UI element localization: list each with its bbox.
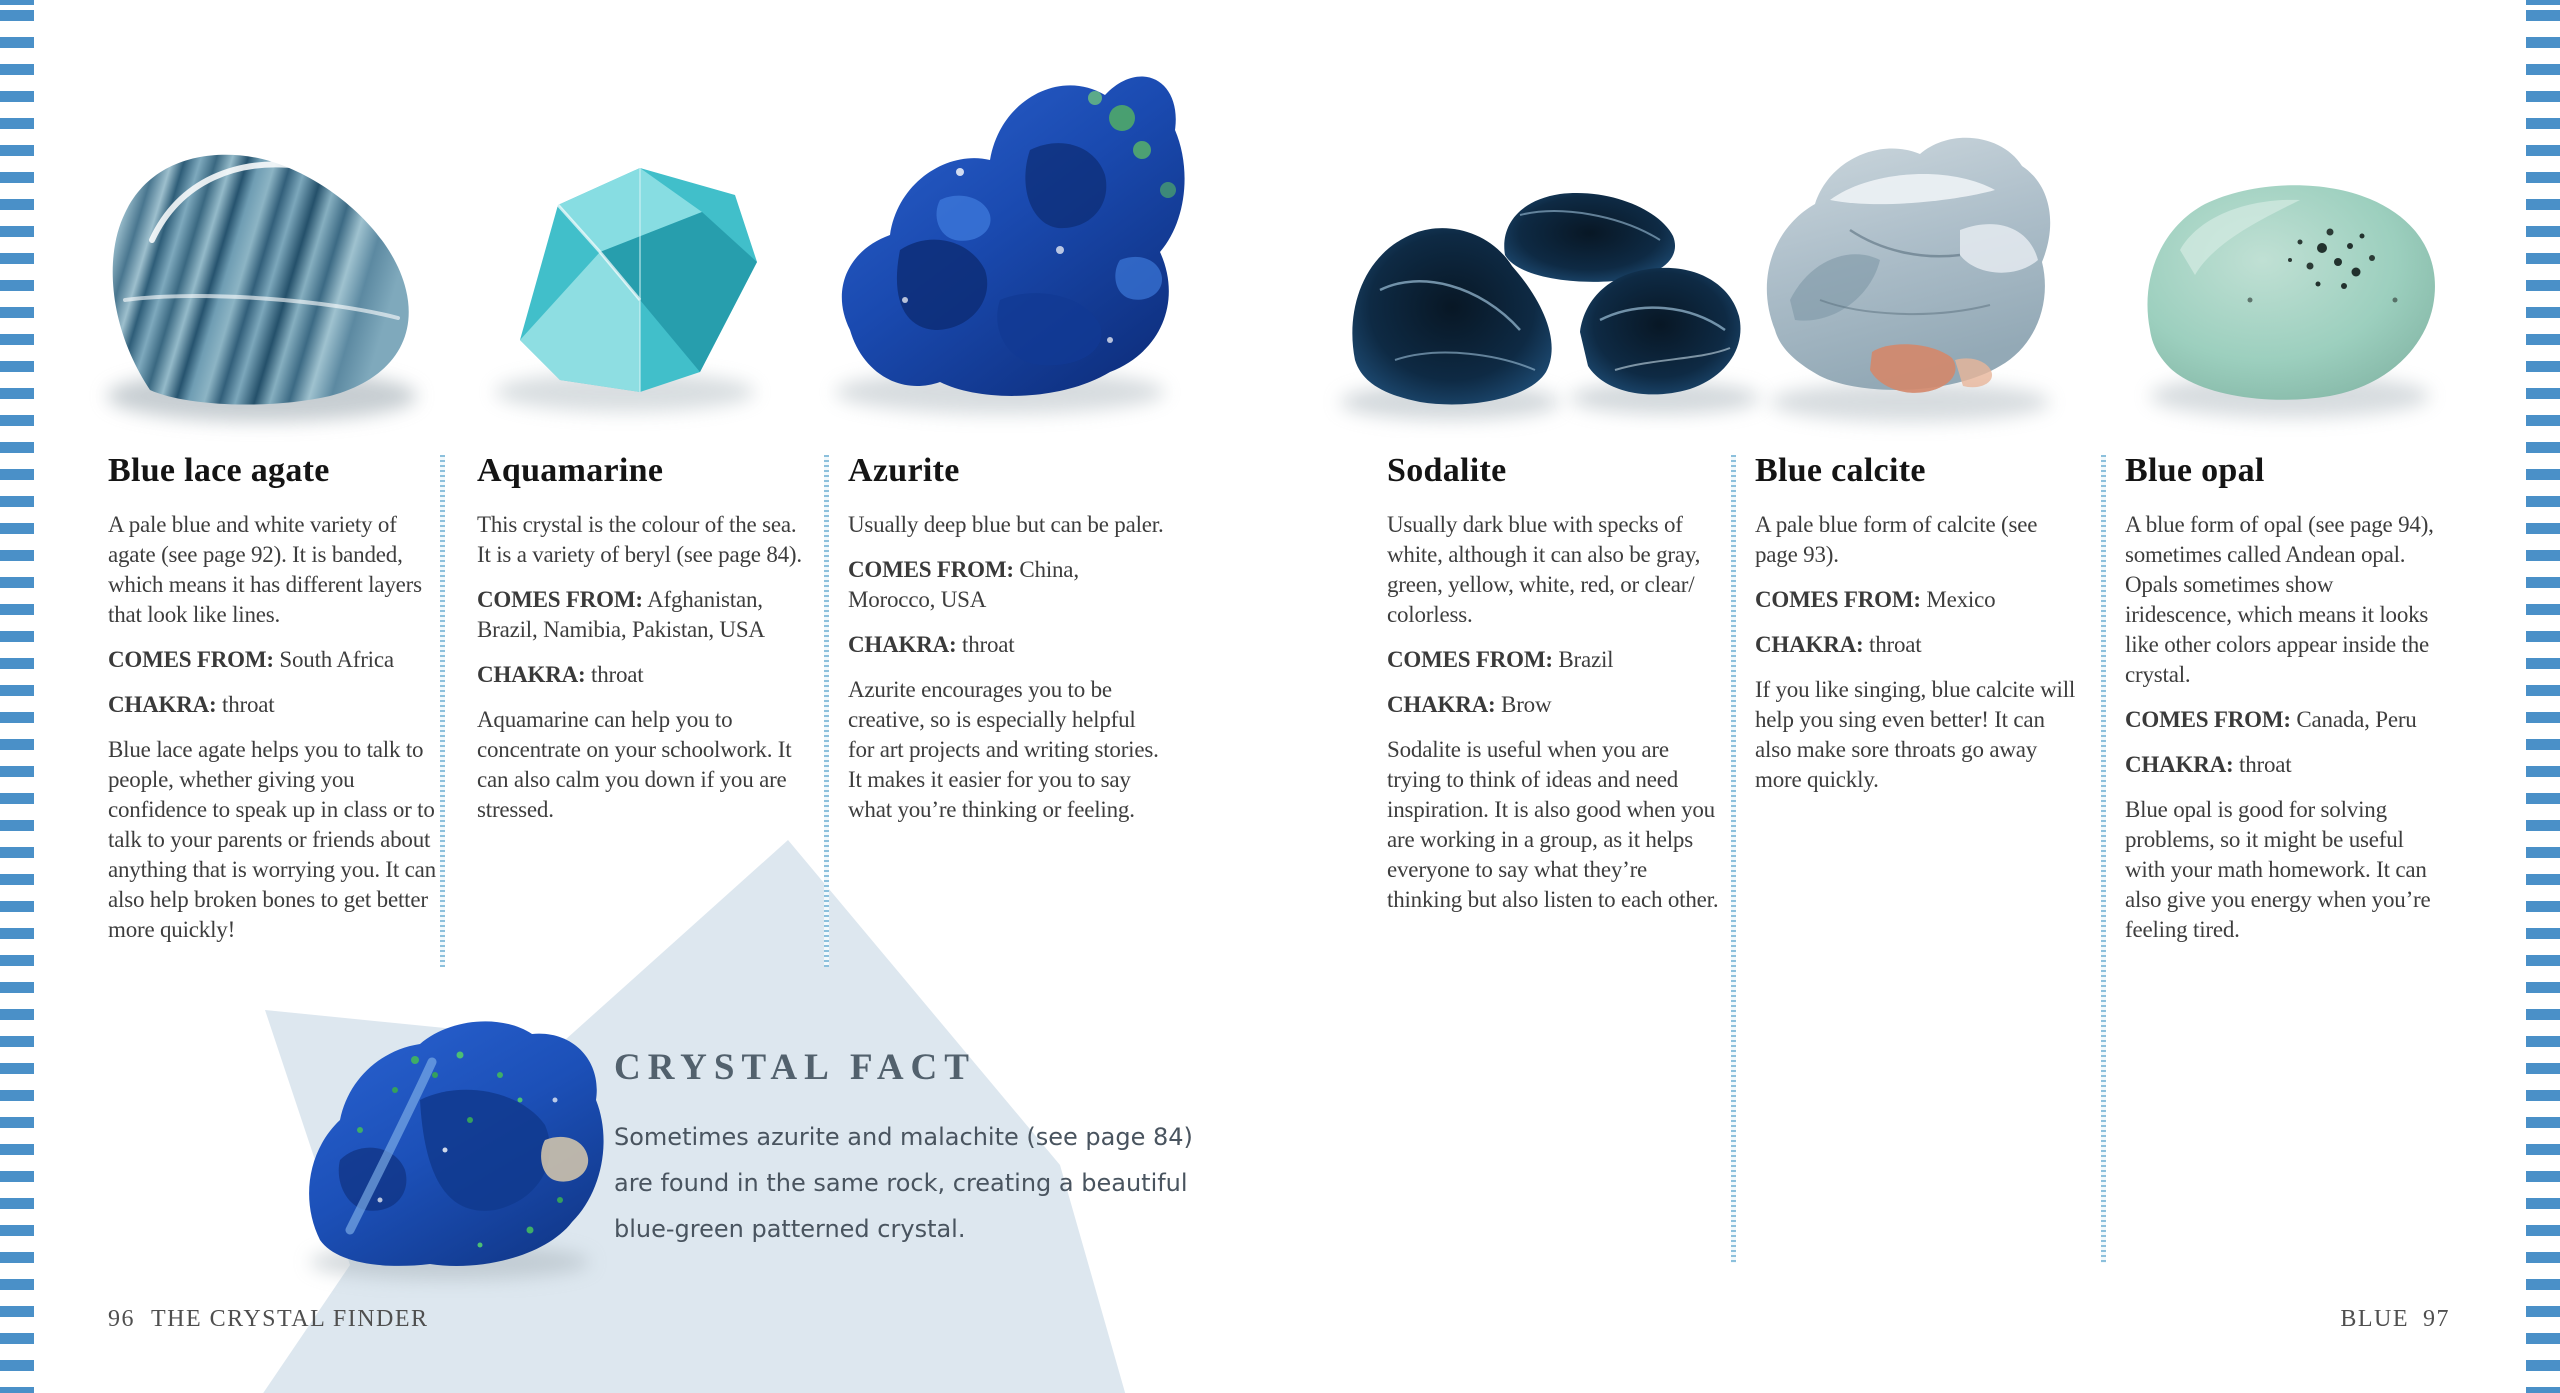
left-page-footer [108,1306,429,1333]
comes-from-line [1755,585,2077,615]
comes-from-line [2125,705,2441,735]
chakra-label: CHAKRA: [2125,752,2234,777]
crystal-entry-blue-opal [2125,452,2441,960]
crystal-entry-blue-calcite [1755,452,2077,810]
crystal-use: Aquamarine can help you to concentrate on your schoolwork. It can also calm you down if you are stressed. [477,707,792,822]
chakra-line [2125,750,2441,780]
crystal-entry-blue-lace-agate [108,452,443,960]
crystal-name: Aquamarine [477,452,664,489]
page-number-left: 96 [108,1306,135,1332]
crystal-description: Usually deep blue but can be paler. [848,512,1164,537]
comes-from-value: Mexico [1926,587,1996,612]
column-separator [2101,455,2106,1263]
crystal-name: Blue lace agate [108,452,330,489]
crystal-entry-sodalite [1387,452,1721,930]
crystal-description: A pale blue and white variety of agate (see page 92). It is banded, which means it has different layers that look like lines. [108,512,422,627]
chakra-line [1387,690,1721,720]
crystal-use: Blue opal is good for solving problems, so it might be useful with your math homework. It can also give you energy when you’re feeling tired. [2125,797,2431,942]
comes-from-label: COMES FROM: [477,587,643,612]
chakra-line [848,630,1166,660]
chakra-label: CHAKRA: [1755,632,1864,657]
chakra-line [477,660,807,690]
chakra-value: throat [962,632,1015,657]
comes-from-value: Brazil [1558,647,1614,672]
crystal-name: Blue opal [2125,452,2265,489]
sodalite-photo [1340,193,1760,420]
column-separator [824,455,829,967]
crystal-entry-azurite [848,452,1166,840]
comes-from-line [477,585,807,645]
crystal-name: Sodalite [1387,452,1507,489]
comes-from-line [1387,645,1721,675]
crystal-entry-aquamarine [477,452,807,840]
right-page-footer [2340,1306,2450,1333]
crystal-description: This crystal is the colour of the sea. It is a variety of beryl (see page 84). [477,512,802,567]
chakra-value: Brow [1501,692,1552,717]
chakra-line [1755,630,2077,660]
chakra-line [108,690,443,720]
comes-from-label: COMES FROM: [848,557,1014,582]
section-title: BLUE [2340,1306,2409,1332]
crystal-fact-text: Sometimes azurite and malachite (see page 84) are found in the same rock, creating a beautiful blue-green patterned crystal. [614,1123,1193,1243]
chakra-label: CHAKRA: [848,632,957,657]
crystal-use: Blue lace agate helps you to talk to people, whether giving you confidence to speak up in class or to talk to your parents or friends about anything that is worrying you. It can also help broken bones to get better more quickly! [108,737,436,942]
crystal-description: A pale blue form of calcite (see page 93). [1755,512,2038,567]
comes-from-label: COMES FROM: [108,647,274,672]
chakra-label: CHAKRA: [108,692,217,717]
blue-calcite-photo [1767,138,2050,422]
chakra-label: CHAKRA: [477,662,586,687]
page-number-right: 97 [2423,1306,2450,1332]
blue-opal-photo [2147,185,2434,418]
chakra-value: throat [222,692,275,717]
crystal-name: Blue calcite [1755,452,1926,489]
crystal-use: If you like singing, blue calcite will help you sing even better! It can also make sore throats go away more quickly. [1755,677,2076,792]
comes-from-value: South Africa [279,647,394,672]
crystal-use: Azurite encourages you to be creative, so is especially helpful for art projects and writing stories. It makes it easier for you to say what you’re thinking or feeling. [848,677,1159,822]
comes-from-line [108,645,443,675]
aquamarine-photo [495,168,757,412]
chakra-value: throat [2239,752,2292,777]
chakra-label: CHAKRA: [1387,692,1496,717]
comes-from-label: COMES FROM: [1755,587,1921,612]
comes-from-value: Canada, Peru [2296,707,2417,732]
crystal-use: Sodalite is useful when you are trying to think of ideas and need inspiration. It is also good when you are working in a group, as it helps everyone to say what they’re thinking but also listen to each other. [1387,737,1719,912]
azurite-photo [835,76,1185,414]
column-separator [1731,455,1736,1263]
crystal-description: A blue form of opal (see page 94), sometimes called Andean opal. Opals sometimes show iridescence, which means it looks like other colors appear inside the crystal. [2125,512,2434,687]
crystal-name: Azurite [848,452,960,489]
crystal-description: Usually dark blue with specks of white, although it can also be gray, green, yellow, white, red, or clear/ colorless. [1387,512,1701,627]
comes-from-value: Afghanistan, Brazil, Namibia, Pakistan, USA [477,587,765,642]
comes-from-label: COMES FROM: [1387,647,1553,672]
crystal-fact-heading: CRYSTAL FACT [614,1047,976,1088]
chakra-value: throat [1869,632,1922,657]
comes-from-line [848,555,1166,615]
comes-from-label: COMES FROM: [2125,707,2291,732]
book-title: THE CRYSTAL FINDER [151,1306,429,1332]
chakra-value: throat [591,662,644,687]
blue-lace-agate-photo [107,155,417,422]
comes-from-value: China, Morocco, USA [848,557,1079,612]
